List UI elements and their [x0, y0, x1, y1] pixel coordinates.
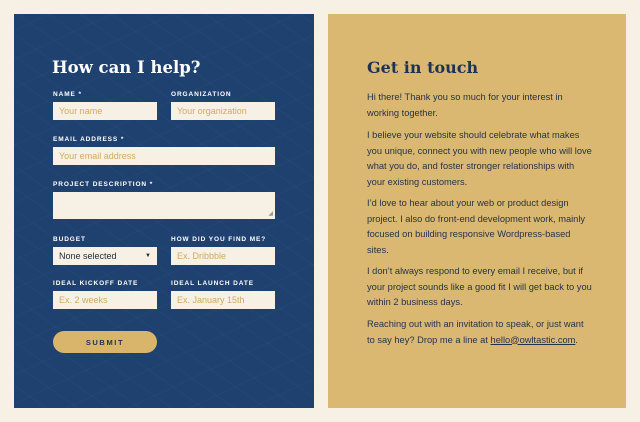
chevron-down-icon: ▼ [145, 253, 151, 259]
name-label: NAME * [53, 91, 82, 98]
submit-button[interactable]: SUBMIT [53, 331, 157, 353]
description-textarea[interactable] [53, 192, 275, 219]
found-input[interactable] [171, 247, 275, 265]
kickoff-label: IDEAL KICKOFF DATE [53, 280, 139, 287]
budget-select[interactable] [53, 247, 157, 265]
email-link[interactable]: hello@owltastic.com [490, 334, 576, 345]
budget-selected-value: None selected [59, 251, 117, 261]
organization-label: ORGANIZATION [171, 91, 232, 98]
kickoff-input[interactable] [53, 291, 157, 309]
services-paragraph: I’d love to hear about your web or product design project. I also do front-end development work, mainly focused on building responsive Wordpress-based sites. [367, 198, 586, 255]
name-input[interactable] [53, 102, 157, 120]
description-label: PROJECT DESCRIPTION * [53, 181, 154, 188]
email-label: EMAIL ADDRESS * [53, 136, 125, 143]
resize-handle-icon[interactable]: ◢ [268, 211, 273, 217]
launch-label: IDEAL LAUNCH DATE [171, 280, 254, 287]
form-title: How can I help? [52, 58, 201, 77]
contact-title: Get in touch [367, 58, 479, 77]
launch-input[interactable] [171, 291, 275, 309]
reach-out-text: Reaching out with an invitation to speak, or just want to say hey? Drop me a line at [367, 319, 584, 345]
get-in-touch-panel [328, 14, 626, 408]
organization-input[interactable] [171, 102, 275, 120]
response-paragraph: I don’t always respond to every email I receive, but if your project sounds like a good fit I will get back to you within 2 business days. [367, 266, 592, 307]
belief-paragraph: I believe your website should celebrate what makes you unique, connect you with new people who will love what you do, and foster stronger relationships with your existing customers. [367, 130, 592, 187]
budget-label: BUDGET [53, 236, 86, 243]
reach-out-period: . [575, 334, 578, 345]
intro-paragraph: Hi there! Thank you so much for your interest in working together. [367, 92, 563, 118]
description-wrapper [53, 192, 275, 219]
found-label: HOW DID YOU FIND ME? [171, 236, 267, 243]
reach-out-paragraph [367, 317, 592, 348]
contact-form-panel [14, 14, 314, 408]
email-input[interactable] [53, 147, 275, 165]
